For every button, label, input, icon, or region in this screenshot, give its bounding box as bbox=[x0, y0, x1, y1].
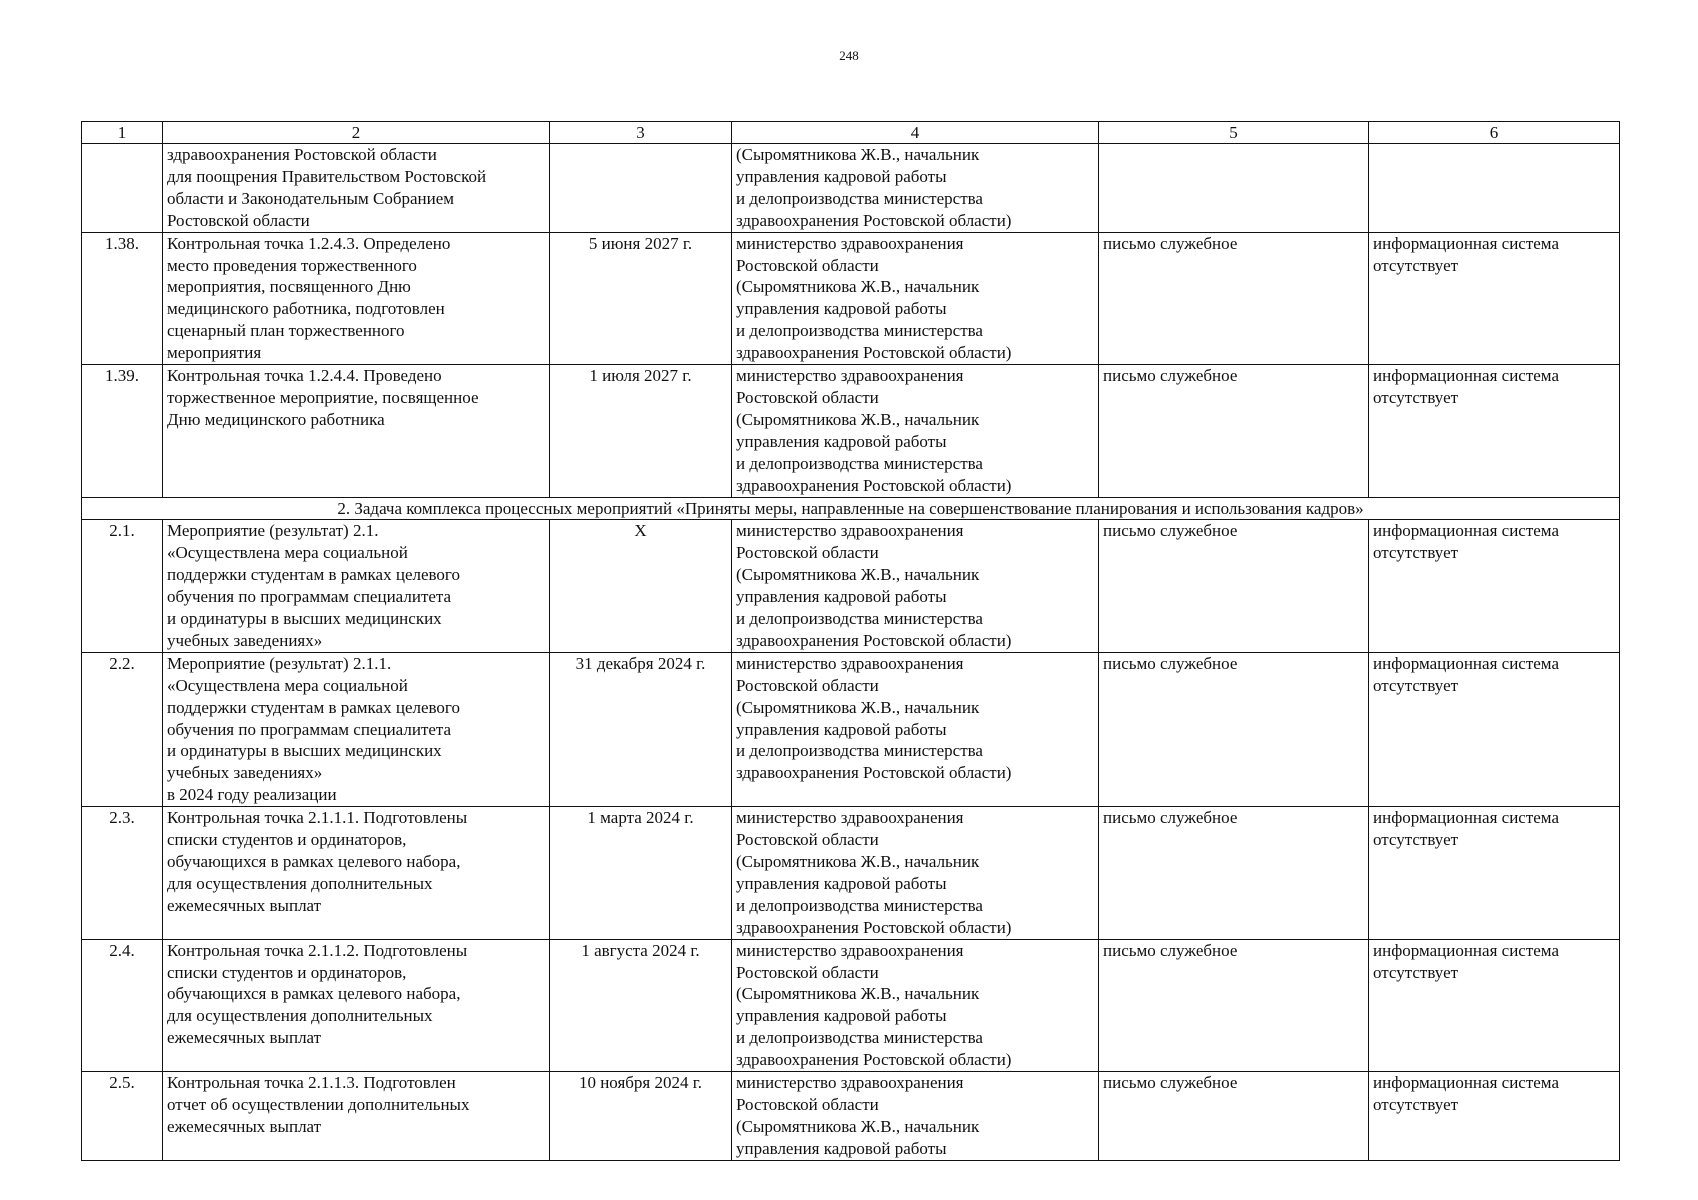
row-document: письмо служебное bbox=[1099, 232, 1369, 364]
section-row bbox=[82, 497, 1620, 520]
row-system bbox=[1369, 144, 1620, 233]
column-header: 5 bbox=[1099, 122, 1369, 144]
row-responsible: министерство здравоохранения Ростовской области (Сыромятникова Ж.В., начальник управления кадровой работы bbox=[732, 1072, 1099, 1161]
table-row bbox=[82, 939, 1620, 1071]
row-document: письмо служебное bbox=[1099, 365, 1369, 497]
row-number: 1.39. bbox=[82, 365, 163, 497]
row-date: 5 июня 2027 г. bbox=[550, 232, 732, 364]
row-name: Контрольная точка 2.1.1.2. Подготовлены списки студентов и ординаторов, обучающихся в рамках целевого набора, для осуществления дополнительных ежемесячных выплат bbox=[163, 939, 550, 1071]
row-name: Контрольная точка 2.1.1.1. Подготовлены списки студентов и ординаторов, обучающихся в рамках целевого набора, для осуществления дополнительных ежемесячных выплат bbox=[163, 807, 550, 939]
row-date bbox=[550, 144, 732, 233]
row-document: письмо служебное bbox=[1099, 807, 1369, 939]
row-number: 2.2. bbox=[82, 652, 163, 806]
row-name: здравоохранения Ростовской области для поощрения Правительством Ростовской области и Законодательным Собранием Ростовской области bbox=[163, 144, 550, 233]
row-system: информационная система отсутствует bbox=[1369, 1072, 1620, 1161]
table-row bbox=[82, 1072, 1620, 1161]
column-header: 6 bbox=[1369, 122, 1620, 144]
column-header: 4 bbox=[732, 122, 1099, 144]
row-document: письмо служебное bbox=[1099, 520, 1369, 652]
row-date: 10 ноября 2024 г. bbox=[550, 1072, 732, 1161]
row-number: 2.5. bbox=[82, 1072, 163, 1161]
row-date: 1 июля 2027 г. bbox=[550, 365, 732, 497]
row-responsible: министерство здравоохранения Ростовской области (Сыромятникова Ж.В., начальник управления кадровой работы и делопроизводства министерства здравоохранения Ростовской области) bbox=[732, 520, 1099, 652]
column-header: 3 bbox=[550, 122, 732, 144]
row-name: Контрольная точка 1.2.4.4. Проведено торжественное мероприятие, посвященное Дню медицинского работника bbox=[163, 365, 550, 497]
page-number: 248 bbox=[839, 48, 859, 63]
row-name: Контрольная точка 1.2.4.3. Определено место проведения торжественного мероприятия, посвященного Дню медицинского работника, подготовлен сценарный план торжественного мероприятия bbox=[163, 232, 550, 364]
row-responsible: министерство здравоохранения Ростовской области (Сыромятникова Ж.В., начальник управления кадровой работы и делопроизводства министерства здравоохранения Ростовской области) bbox=[732, 807, 1099, 939]
row-name: Мероприятие (результат) 2.1. «Осуществлена мера социальной поддержки студентам в рамках целевого обучения по программам специалитета и ординатуры в высших медицинских учебных заведениях» bbox=[163, 520, 550, 652]
table-row bbox=[82, 807, 1620, 939]
table-row bbox=[82, 652, 1620, 806]
section-title: 2. Задача комплекса процессных мероприятий «Приняты меры, направленные на совершенствование планирования и использования кадров» bbox=[82, 497, 1620, 520]
row-system: информационная система отсутствует bbox=[1369, 939, 1620, 1071]
row-system: информационная система отсутствует bbox=[1369, 652, 1620, 806]
row-name: Мероприятие (результат) 2.1.1. «Осуществлена мера социальной поддержки студентам в рамках целевого обучения по программам специалитета и ординатуры в высших медицинских учебных заведениях» в 2024 году реализации bbox=[163, 652, 550, 806]
row-system: информационная система отсутствует bbox=[1369, 365, 1620, 497]
row-number: 2.3. bbox=[82, 807, 163, 939]
column-header: 1 bbox=[82, 122, 163, 144]
row-responsible: министерство здравоохранения Ростовской области (Сыромятникова Ж.В., начальник управления кадровой работы и делопроизводства министерства здравоохранения Ростовской области) bbox=[732, 939, 1099, 1071]
row-document: письмо служебное bbox=[1099, 652, 1369, 806]
row-number: 2.4. bbox=[82, 939, 163, 1071]
row-document: письмо служебное bbox=[1099, 939, 1369, 1071]
row-date: 1 августа 2024 г. bbox=[550, 939, 732, 1071]
plan-table bbox=[81, 121, 1620, 1161]
row-system: информационная система отсутствует bbox=[1369, 520, 1620, 652]
row-date: Х bbox=[550, 520, 732, 652]
row-number: 1.38. bbox=[82, 232, 163, 364]
table-row bbox=[82, 144, 1620, 233]
row-responsible: министерство здравоохранения Ростовской области (Сыромятникова Ж.В., начальник управления кадровой работы и делопроизводства министерства здравоохранения Ростовской области) bbox=[732, 652, 1099, 806]
row-system: информационная система отсутствует bbox=[1369, 232, 1620, 364]
column-header: 2 bbox=[163, 122, 550, 144]
row-number bbox=[82, 144, 163, 233]
row-responsible: министерство здравоохранения Ростовской области (Сыромятникова Ж.В., начальник управления кадровой работы и делопроизводства министерства здравоохранения Ростовской области) bbox=[732, 365, 1099, 497]
row-date: 31 декабря 2024 г. bbox=[550, 652, 732, 806]
row-responsible: (Сыромятникова Ж.В., начальник управления кадровой работы и делопроизводства министерства здравоохранения Ростовской области) bbox=[732, 144, 1099, 233]
row-responsible: министерство здравоохранения Ростовской области (Сыромятникова Ж.В., начальник управления кадровой работы и делопроизводства министерства здравоохранения Ростовской области) bbox=[732, 232, 1099, 364]
row-system: информационная система отсутствует bbox=[1369, 807, 1620, 939]
row-name: Контрольная точка 2.1.1.3. Подготовлен отчет об осуществлении дополнительных ежемесячных выплат bbox=[163, 1072, 550, 1161]
row-date: 1 марта 2024 г. bbox=[550, 807, 732, 939]
row-document: письмо служебное bbox=[1099, 1072, 1369, 1161]
table-row bbox=[82, 365, 1620, 497]
table-row bbox=[82, 520, 1620, 652]
table-row bbox=[82, 232, 1620, 364]
table-header-row bbox=[82, 122, 1620, 144]
row-document bbox=[1099, 144, 1369, 233]
row-number: 2.1. bbox=[82, 520, 163, 652]
